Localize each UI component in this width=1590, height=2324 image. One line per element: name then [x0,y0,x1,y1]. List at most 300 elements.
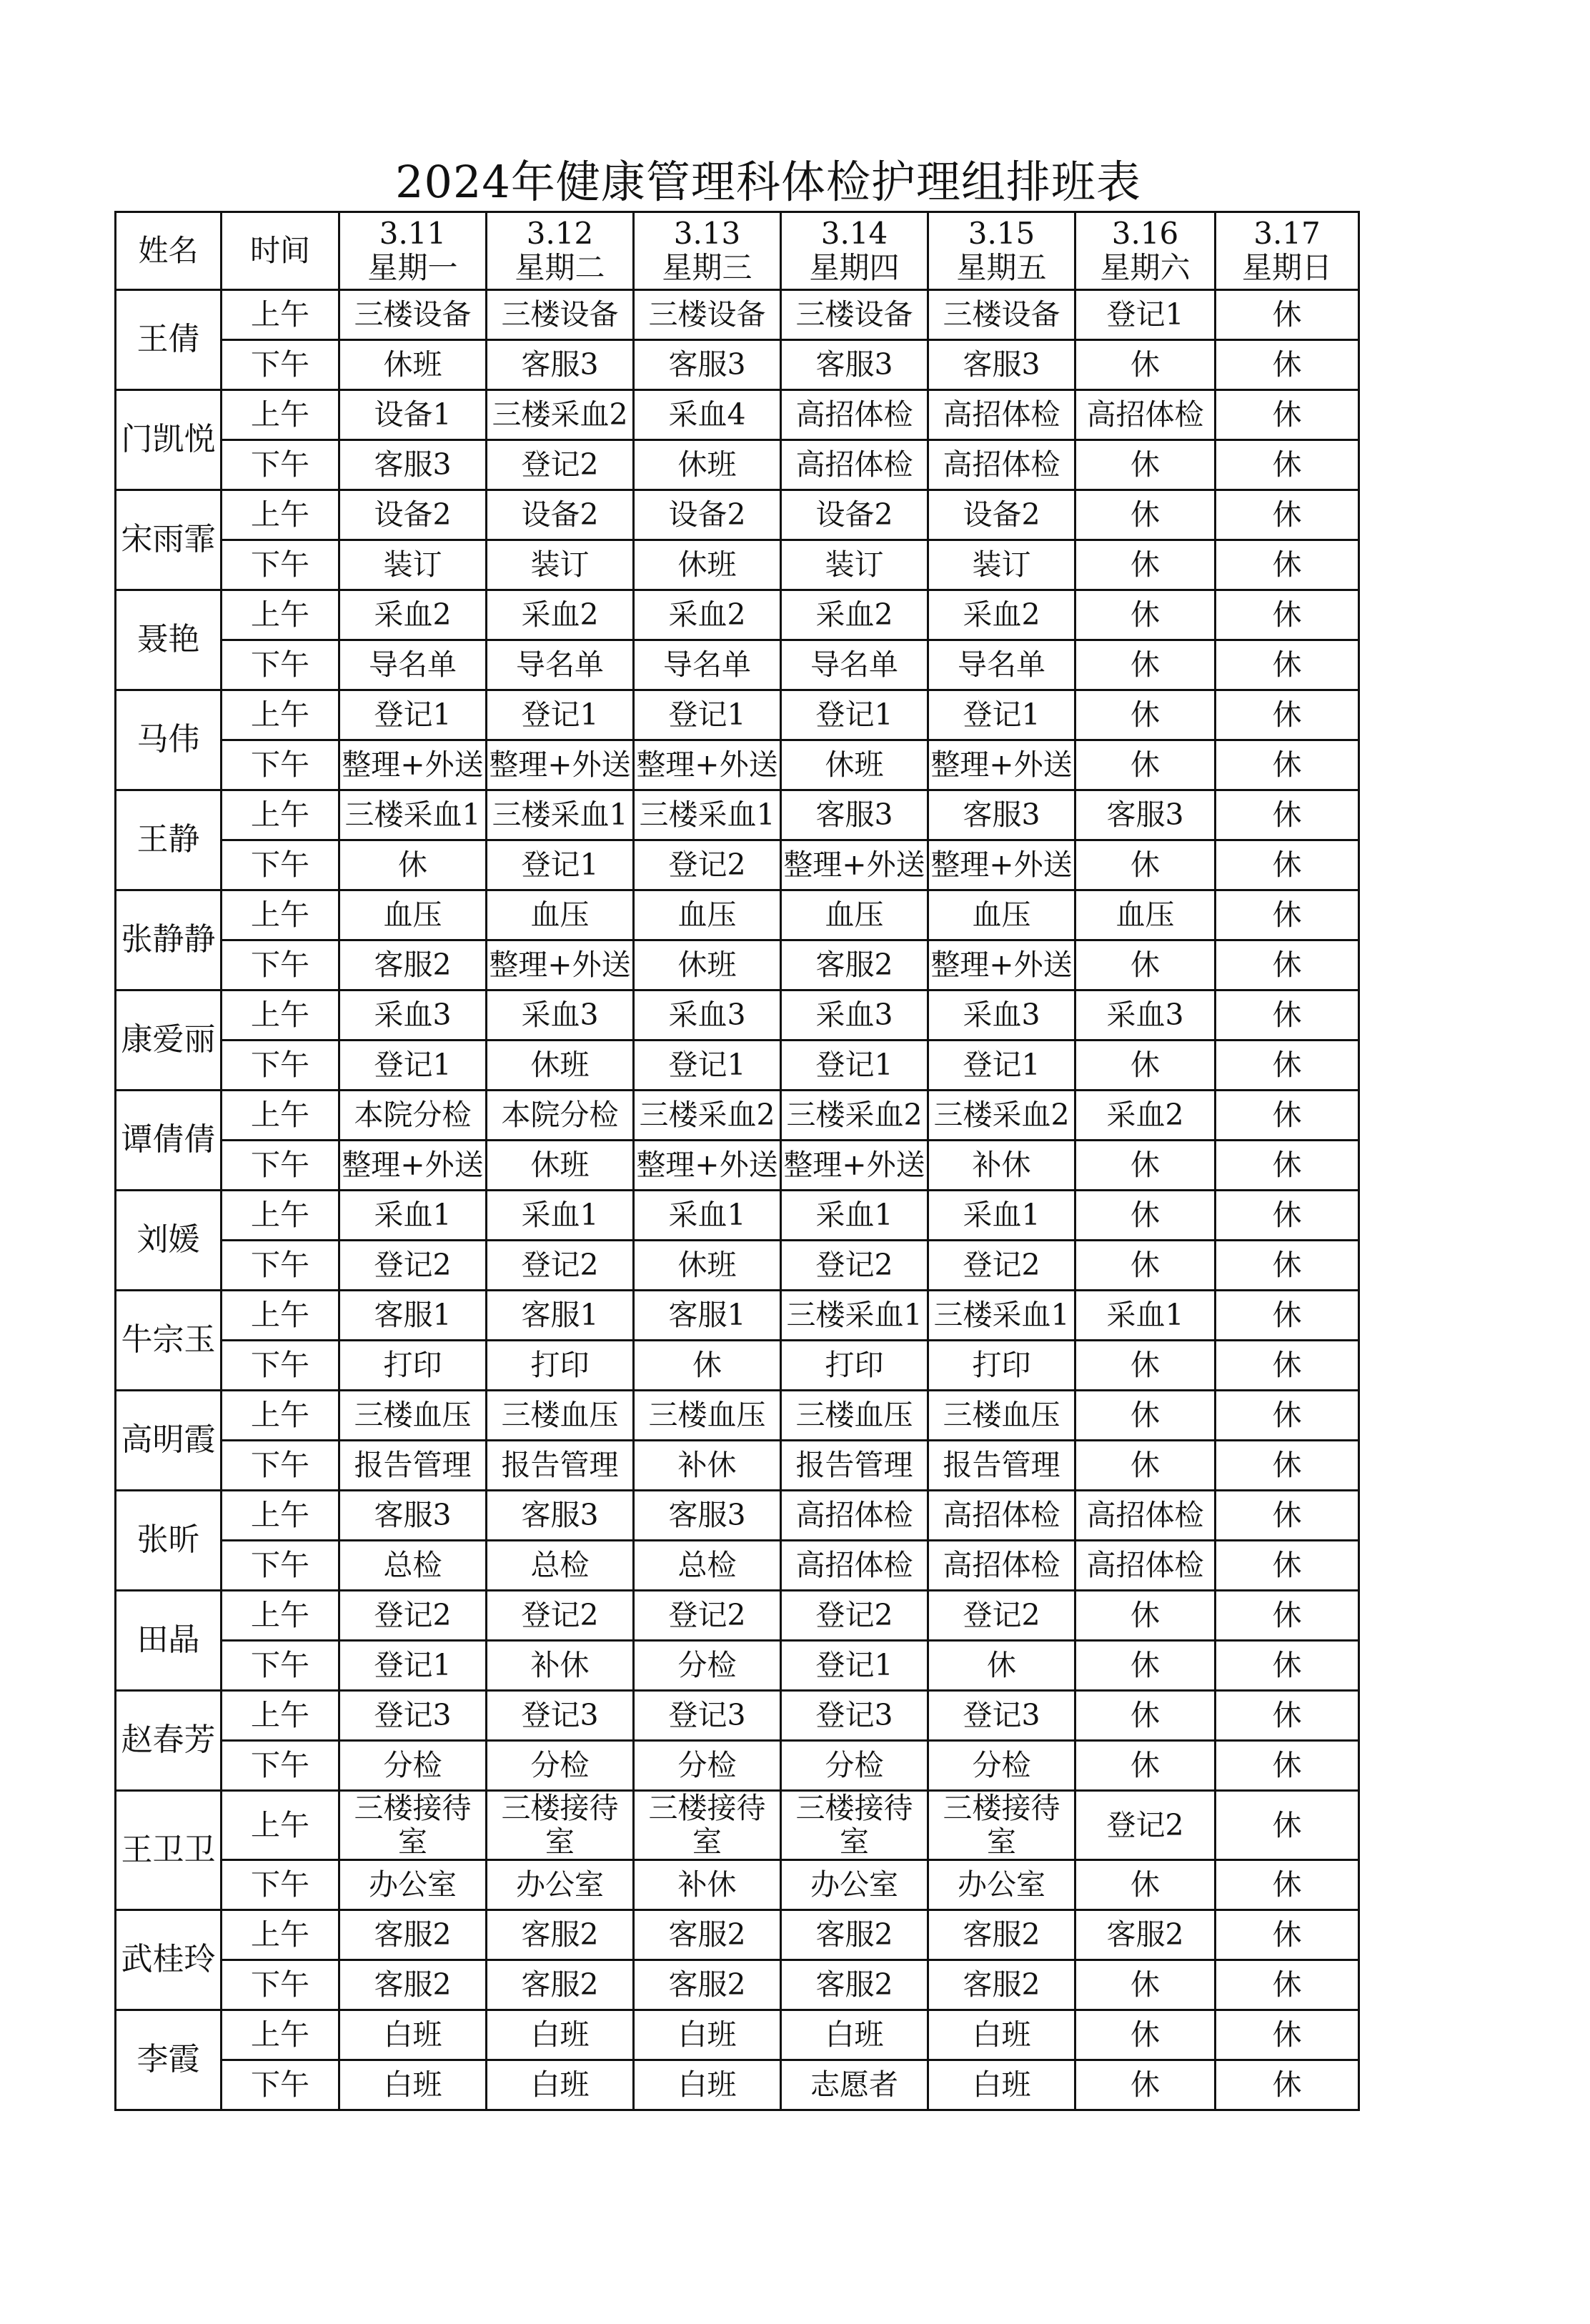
shift-cell: 三楼血压 [634,1391,781,1441]
shift-cell: 本院分检 [487,1091,634,1141]
shift-cell: 分检 [928,1741,1075,1791]
shift-cell: 本院分检 [339,1091,487,1141]
shift-cell: 休 [1075,1041,1216,1091]
shift-cell: 采血2 [487,590,634,640]
period-afternoon: 下午 [222,1441,339,1491]
day-date: 3.16 [1111,215,1179,251]
staff-name: 王静 [116,790,222,890]
day-date: 3.15 [968,215,1035,251]
shift-cell: 登记1 [339,1041,487,1091]
table-row [116,2010,1359,2060]
shift-cell: 休 [1075,440,1216,490]
shift-cell: 血压 [487,890,634,940]
shift-cell: 登记1 [781,1041,928,1091]
shift-cell: 三楼设备 [781,290,928,340]
table-row [116,2060,1359,2110]
shift-cell: 休 [1075,640,1216,690]
table-row [116,1041,1359,1091]
shift-cell: 休 [1075,2010,1216,2060]
shift-cell: 设备1 [339,390,487,440]
shift-cell: 高招体检 [1075,1541,1216,1591]
shift-cell: 登记2 [634,1591,781,1641]
shift-cell: 整理+外送 [781,1141,928,1191]
shift-cell: 三楼设备 [339,290,487,340]
shift-cell: 登记3 [487,1691,634,1741]
table-row [116,1291,1359,1341]
header-row [116,212,1359,290]
shift-cell: 三楼接待室 [928,1791,1075,1860]
shift-cell: 客服1 [339,1291,487,1341]
shift-cell: 休 [1075,2060,1216,2110]
shift-cell: 登记1 [487,690,634,740]
shift-cell: 休 [1075,340,1216,390]
shift-cell: 登记3 [928,1691,1075,1741]
shift-cell: 休 [1216,1691,1359,1741]
shift-cell: 客服2 [781,1960,928,2010]
shift-cell: 整理+外送 [928,940,1075,990]
shift-cell: 三楼接待室 [339,1791,487,1860]
staff-name: 高明霞 [116,1391,222,1491]
shift-cell: 休 [1216,640,1359,690]
shift-cell: 休 [1075,1441,1216,1491]
shift-cell: 休 [1216,1960,1359,2010]
shift-cell: 休 [1216,440,1359,490]
shift-cell: 设备2 [339,490,487,540]
shift-cell: 休 [1075,1860,1216,1910]
period-morning: 上午 [222,590,339,640]
shift-cell: 高招体检 [781,1491,928,1541]
table-row [116,290,1359,340]
day-column-header [634,212,781,290]
day-column-header [1216,212,1359,290]
shift-cell: 客服2 [1075,1910,1216,1960]
shift-cell: 休 [1216,1191,1359,1241]
period-morning: 上午 [222,290,339,340]
shift-cell: 休 [1075,1241,1216,1291]
shift-cell: 休 [1075,540,1216,590]
shift-cell: 高招体检 [781,440,928,490]
table-row [116,990,1359,1041]
shift-cell: 装订 [928,540,1075,590]
shift-cell: 白班 [339,2010,487,2060]
shift-cell: 补休 [928,1141,1075,1191]
shift-cell: 高招体检 [928,1541,1075,1591]
shift-cell: 采血1 [634,1191,781,1241]
shift-cell: 休 [1075,1341,1216,1391]
period-morning: 上午 [222,1591,339,1641]
shift-cell: 休 [1075,1741,1216,1791]
shift-cell: 采血4 [634,390,781,440]
shift-cell: 客服3 [1075,790,1216,840]
shift-cell: 采血2 [339,590,487,640]
day-date: 3.11 [379,215,447,251]
shift-cell: 高招体检 [928,1491,1075,1541]
shift-cell: 登记2 [487,1241,634,1291]
table-row [116,840,1359,890]
staff-name: 李霞 [116,2010,222,2110]
period-morning: 上午 [222,790,339,840]
shift-cell: 三楼采血1 [487,790,634,840]
shift-cell: 休 [1216,790,1359,840]
shift-cell: 登记1 [928,1041,1075,1091]
table-row [116,340,1359,390]
table-row [116,1791,1359,1860]
period-morning: 上午 [222,1691,339,1741]
name-column-header: 姓名 [116,212,222,290]
shift-cell: 客服3 [781,790,928,840]
day-weekday: 星期六 [1100,250,1191,285]
shift-cell: 办公室 [339,1860,487,1910]
day-weekday: 星期二 [515,250,605,285]
table-row [116,1741,1359,1791]
table-row [116,1591,1359,1641]
shift-cell: 三楼采血1 [634,790,781,840]
day-weekday: 星期四 [809,250,900,285]
shift-cell: 休 [1216,1291,1359,1341]
shift-cell: 装订 [487,540,634,590]
shift-cell: 三楼采血1 [928,1291,1075,1341]
staff-name: 谭倩倩 [116,1091,222,1191]
shift-cell: 登记2 [487,440,634,490]
shift-cell: 休 [1216,690,1359,740]
staff-name: 宋雨霏 [116,490,222,590]
table-row [116,940,1359,990]
shift-cell: 血压 [634,890,781,940]
day-column-header [1075,212,1216,290]
shift-cell: 客服2 [634,1960,781,2010]
period-morning: 上午 [222,1291,339,1341]
shift-cell: 三楼采血2 [928,1091,1075,1141]
shift-cell: 休 [1216,590,1359,640]
shift-cell: 三楼接待室 [487,1791,634,1860]
shift-cell: 高招体检 [781,1541,928,1591]
shift-cell: 客服2 [339,1960,487,2010]
period-afternoon: 下午 [222,340,339,390]
shift-cell: 三楼采血2 [781,1091,928,1141]
table-row [116,890,1359,940]
day-column-header [928,212,1075,290]
shift-cell: 整理+外送 [928,740,1075,790]
staff-name: 门凯悦 [116,390,222,490]
period-morning: 上午 [222,1791,339,1860]
shift-cell: 登记2 [487,1591,634,1641]
shift-cell: 采血2 [1075,1091,1216,1141]
table-row [116,1691,1359,1741]
day-weekday: 星期日 [1241,250,1332,285]
shift-cell: 采血1 [928,1191,1075,1241]
shift-cell: 血压 [928,890,1075,940]
shift-cell: 登记3 [634,1691,781,1741]
shift-cell: 休 [1216,1741,1359,1791]
shift-cell: 三楼采血1 [339,790,487,840]
shift-cell: 客服2 [781,1910,928,1960]
shift-cell: 办公室 [487,1860,634,1910]
shift-cell: 休 [634,1341,781,1391]
shift-cell: 采血2 [928,590,1075,640]
shift-cell: 白班 [339,2060,487,2110]
shift-cell: 客服2 [487,1960,634,2010]
shift-cell: 采血1 [487,1191,634,1241]
shift-cell: 三楼设备 [487,290,634,340]
period-afternoon: 下午 [222,1341,339,1391]
day-date: 3.17 [1253,215,1321,251]
period-morning: 上午 [222,1191,339,1241]
shift-cell: 整理+外送 [781,840,928,890]
period-afternoon: 下午 [222,640,339,690]
shift-cell: 休班 [634,440,781,490]
shift-cell: 高招体检 [928,440,1075,490]
shift-cell: 客服3 [339,440,487,490]
shift-cell: 登记3 [781,1691,928,1741]
table-row [116,440,1359,490]
shift-cell: 办公室 [781,1860,928,1910]
shift-cell: 采血3 [928,990,1075,1041]
shift-cell: 休 [1075,490,1216,540]
period-afternoon: 下午 [222,840,339,890]
table-row [116,690,1359,740]
shift-cell: 休 [1216,1491,1359,1541]
period-afternoon: 下午 [222,1860,339,1910]
shift-cell: 休 [1075,740,1216,790]
shift-cell: 报告管理 [487,1441,634,1491]
shift-cell: 三楼采血1 [781,1291,928,1341]
shift-cell: 总检 [634,1541,781,1591]
shift-cell: 休 [1216,890,1359,940]
period-afternoon: 下午 [222,1960,339,2010]
shift-cell: 导名单 [781,640,928,690]
shift-cell: 休班 [487,1041,634,1091]
shift-cell: 休 [1075,1141,1216,1191]
shift-cell: 登记1 [634,1041,781,1091]
shift-cell: 休 [1216,740,1359,790]
shift-cell: 休 [1075,1391,1216,1441]
shift-cell: 白班 [634,2060,781,2110]
period-afternoon: 下午 [222,1041,339,1091]
day-weekday: 星期三 [662,250,752,285]
shift-cell: 采血1 [1075,1291,1216,1341]
shift-cell: 三楼血压 [339,1391,487,1441]
table-row [116,1091,1359,1141]
table-row [116,540,1359,590]
shift-cell: 导名单 [339,640,487,690]
shift-cell: 休 [1216,990,1359,1041]
shift-cell: 白班 [928,2010,1075,2060]
shift-cell: 休 [928,1641,1075,1691]
shift-cell: 登记2 [928,1591,1075,1641]
staff-name: 王卫卫 [116,1791,222,1910]
shift-cell: 登记2 [1075,1791,1216,1860]
shift-cell: 三楼采血2 [634,1091,781,1141]
period-afternoon: 下午 [222,940,339,990]
shift-cell: 打印 [781,1341,928,1391]
day-date: 3.14 [820,215,888,251]
staff-name: 王倩 [116,290,222,390]
table-row [116,1391,1359,1441]
shift-cell: 打印 [339,1341,487,1391]
shift-cell: 分检 [634,1641,781,1691]
shift-cell: 高招体检 [1075,390,1216,440]
shift-cell: 休 [1216,1910,1359,1960]
period-morning: 上午 [222,1910,339,1960]
shift-cell: 休 [1216,340,1359,390]
period-afternoon: 下午 [222,1741,339,1791]
shift-cell: 休 [1216,390,1359,440]
table-row [116,790,1359,840]
table-row [116,1860,1359,1910]
shift-cell: 客服3 [339,1491,487,1541]
shift-cell: 补休 [634,1860,781,1910]
shift-cell: 客服2 [781,940,928,990]
table-row [116,590,1359,640]
staff-name: 聂艳 [116,590,222,690]
staff-name: 康爱丽 [116,990,222,1091]
staff-name: 武桂玲 [116,1910,222,2010]
table-row [116,390,1359,440]
shift-cell: 分检 [339,1741,487,1791]
shift-cell: 报告管理 [781,1441,928,1491]
day-weekday: 星期五 [956,250,1047,285]
shift-cell: 采血1 [339,1191,487,1241]
staff-name: 马伟 [116,690,222,790]
shift-cell: 装订 [339,540,487,590]
shift-cell: 休 [1075,590,1216,640]
shift-cell: 休 [1216,1441,1359,1491]
shift-cell: 休 [1075,1191,1216,1241]
shift-cell: 采血3 [781,990,928,1041]
shift-cell: 总检 [487,1541,634,1591]
shift-cell: 装订 [781,540,928,590]
shift-cell: 休 [1216,1641,1359,1691]
shift-cell: 休 [1216,840,1359,890]
shift-cell: 客服1 [487,1291,634,1341]
shift-cell: 血压 [1075,890,1216,940]
shift-cell: 客服2 [339,940,487,990]
table-row [116,1341,1359,1391]
shift-cell: 导名单 [487,640,634,690]
table-row [116,1910,1359,1960]
shift-cell: 血压 [339,890,487,940]
shift-cell: 三楼血压 [928,1391,1075,1441]
shift-cell: 休 [1216,1341,1359,1391]
table-row [116,1641,1359,1691]
shift-cell: 休 [1216,1541,1359,1591]
shift-cell: 登记1 [928,690,1075,740]
table-row [116,1191,1359,1241]
shift-cell: 补休 [487,1641,634,1691]
table-row [116,1141,1359,1191]
shift-cell: 分检 [634,1741,781,1791]
shift-cell: 总检 [339,1541,487,1591]
shift-cell: 整理+外送 [339,1141,487,1191]
shift-cell: 客服3 [487,1491,634,1541]
period-morning: 上午 [222,1091,339,1141]
shift-cell: 报告管理 [339,1441,487,1491]
shift-cell: 休班 [781,740,928,790]
table-row [116,640,1359,690]
shift-cell: 休 [1075,1591,1216,1641]
shift-cell: 采血1 [781,1191,928,1241]
shift-cell: 白班 [487,2010,634,2060]
shift-cell: 客服2 [634,1910,781,1960]
shift-cell: 休 [1216,2060,1359,2110]
shift-cell: 采血3 [634,990,781,1041]
table-row [116,1491,1359,1541]
shift-cell: 三楼接待室 [781,1791,928,1860]
shift-cell: 登记2 [339,1591,487,1641]
shift-cell: 采血3 [1075,990,1216,1041]
shift-cell: 登记1 [781,690,928,740]
shift-cell: 登记1 [339,1641,487,1691]
staff-name: 赵春芳 [116,1691,222,1791]
shift-cell: 高招体检 [781,390,928,440]
shift-cell: 登记1 [1075,290,1216,340]
period-afternoon: 下午 [222,440,339,490]
shift-cell: 客服2 [339,1910,487,1960]
shift-cell: 登记2 [781,1241,928,1291]
day-date: 3.13 [673,215,741,251]
shift-cell: 客服3 [781,340,928,390]
shift-cell: 休 [1075,690,1216,740]
shift-cell: 整理+外送 [339,740,487,790]
day-date: 3.12 [526,215,594,251]
period-afternoon: 下午 [222,1241,339,1291]
shift-cell: 设备2 [928,490,1075,540]
shift-cell: 休 [1216,1791,1359,1860]
shift-cell: 采血2 [781,590,928,640]
period-afternoon: 下午 [222,2060,339,2110]
shift-cell: 休 [1075,840,1216,890]
period-morning: 上午 [222,1391,339,1441]
shift-cell: 休 [1216,1860,1359,1910]
shift-cell: 三楼设备 [634,290,781,340]
shift-cell: 客服3 [634,1491,781,1541]
shift-cell: 休班 [339,340,487,390]
shift-cell: 整理+外送 [487,940,634,990]
shift-cell: 登记2 [339,1241,487,1291]
period-morning: 上午 [222,690,339,740]
shift-cell: 整理+外送 [634,1141,781,1191]
shift-cell: 整理+外送 [634,740,781,790]
shift-cell: 休 [1216,540,1359,590]
shift-cell: 分检 [781,1741,928,1791]
shift-cell: 三楼采血2 [487,390,634,440]
shift-cell: 休 [1216,1141,1359,1191]
shift-cell: 休 [1216,1241,1359,1291]
period-morning: 上午 [222,2010,339,2060]
shift-cell: 休班 [634,1241,781,1291]
shift-cell: 休 [1216,290,1359,340]
shift-cell: 休 [1216,1591,1359,1641]
shift-cell: 休班 [634,940,781,990]
shift-cell: 登记3 [339,1691,487,1741]
shift-cell: 志愿者 [781,2060,928,2110]
day-column-header [339,212,487,290]
time-column-header: 时间 [222,212,339,290]
shift-cell: 高招体检 [928,390,1075,440]
shift-cell: 休 [1075,940,1216,990]
shift-cell: 休 [1216,1091,1359,1141]
period-morning: 上午 [222,1491,339,1541]
table-row [116,490,1359,540]
shift-cell: 休 [1075,1691,1216,1741]
shift-cell: 分检 [487,1741,634,1791]
staff-name: 刘媛 [116,1191,222,1291]
shift-cell: 登记1 [487,840,634,890]
period-morning: 上午 [222,990,339,1041]
shift-cell: 高招体检 [1075,1491,1216,1541]
shift-cell: 休 [339,840,487,890]
shift-cell: 客服2 [928,1910,1075,1960]
